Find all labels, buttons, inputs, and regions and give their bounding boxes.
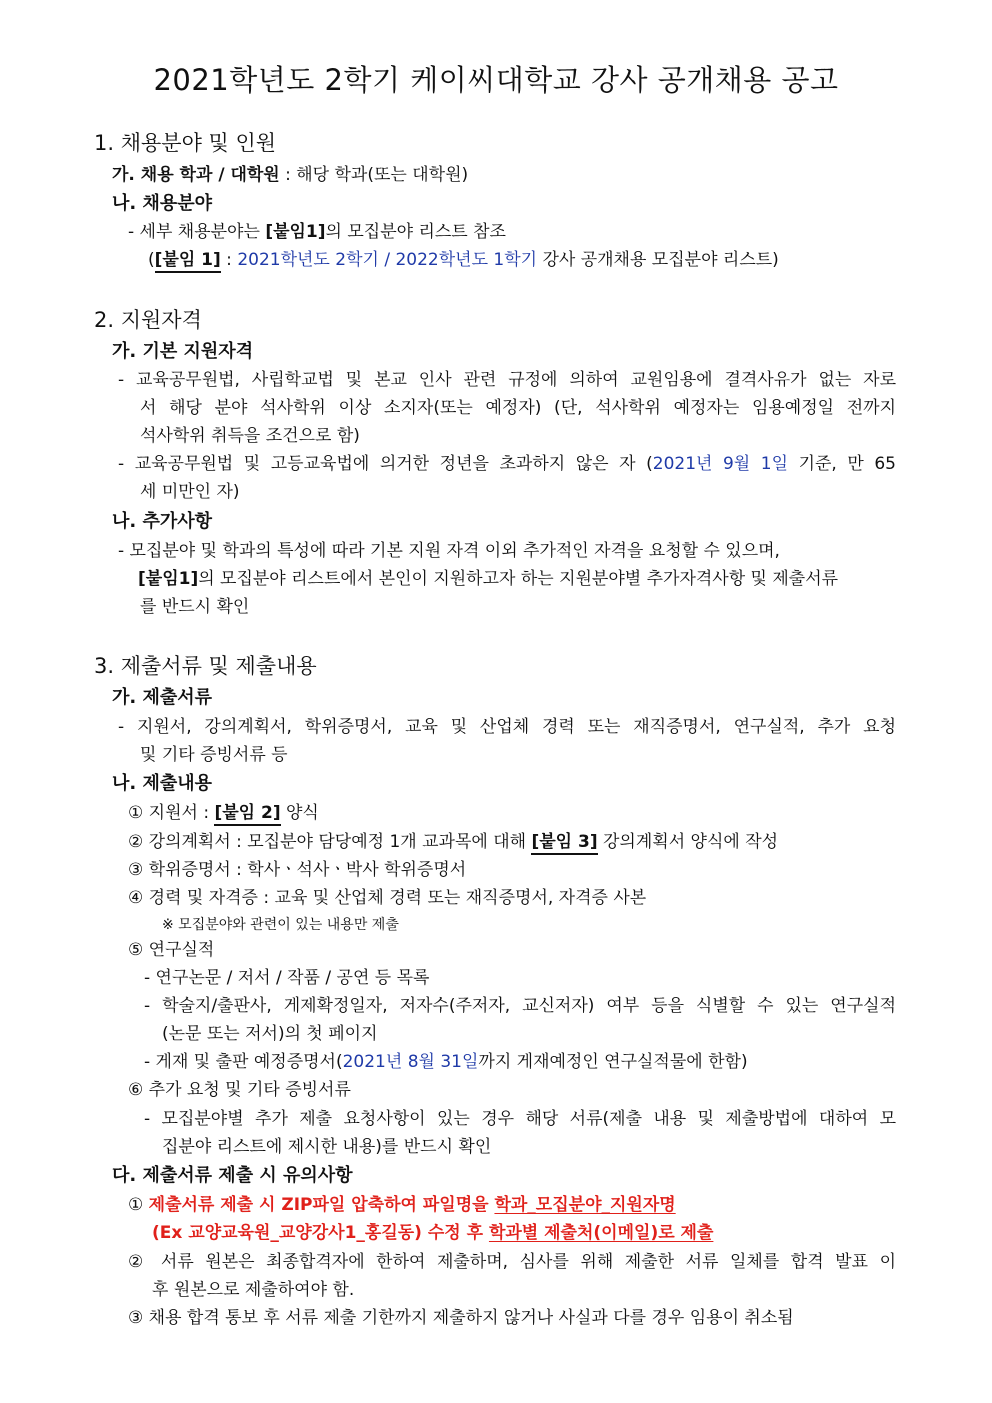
s2-b1-line3: 를 반드시 확인 [140,597,250,617]
s3-i2-pre: ② 강의계획서 : 모집분야 담당예정 1개 교과목에 대해 [128,832,532,852]
s2-b1-line1: - 모집분야 및 학과의 특성에 따라 기본 지원 자격 이외 추가적인 자격을 요청할 수 있으며, [118,541,780,561]
s3-i1-pre: ① 지원서 : [128,803,215,823]
s3-item-1 [128,801,319,825]
s3-c3: ③ 채용 합격 통보 후 서류 제출 기한까지 제출하지 않거나 사실과 다를 경우 임용이 취소됨 [128,1308,794,1328]
s3-item-4-note: ※ 모집분야와 관련이 있는 내용만 제출 [162,917,399,933]
s3-c1-line1-underlined: 학과_모집분야_지원자명 [494,1195,676,1215]
s3-item-5-b-line1: - 학술지/출판사, 게제확정일자, 저자수(주저자, 교신저자) 여부 등을 식별할 수 있는 연구실적 [144,996,896,1016]
s1-item-b-bullet [128,220,506,244]
s3-i5-c-pre: - 게재 및 출판 예정증명서( [144,1052,343,1072]
s1-b2-open: ( [148,250,155,270]
s3-item-2 [128,830,778,854]
s3-item-a-label: 가. 제출서류 [112,687,213,708]
s3-i5-c-blue: 2021년 8월 31일 [342,1052,479,1072]
s3-item-6: ⑥ 추가 요청 및 기타 증빙서류 [128,1080,351,1100]
s2-item-b-label: 나. 추가사항 [112,511,213,532]
s3-c1-line2-text: (Ex 교양교육원_교양강사1_홍길동) 수정 후 [152,1223,489,1243]
section-1-heading: 1. 채용분야 및 인원 [94,131,277,155]
s3-i1-ref: [붙임 2] [214,803,280,826]
s3-c2-line1: ② 서류 원본은 최종합격자에 한하여 제출하며, 심사를 위해 제출한 서류 일체를 합격 발표 이 [128,1252,896,1272]
s3-c1-line1 [128,1193,676,1217]
s1-b2-ref: [붙임 1] [155,250,221,273]
s3-item-5-b-line2: (논문 또는 저서)의 첫 페이지 [162,1024,378,1044]
s2-a1-line3: 석사학위 취득을 조건으로 함) [140,426,360,446]
s2-a2-line2: 세 미만인 자) [140,482,240,502]
page-title: 2021학년도 2학기 케이씨대학교 강사 공개채용 공고 [153,63,839,97]
s3-item-3: ③ 학위증명서 : 학사ㆍ석사ㆍ박사 학위증명서 [128,860,467,880]
s3-item-5-c [144,1050,748,1074]
s3-c1-line1-text: 제출서류 제출 시 ZIP파일 압축하여 파일명을 [148,1195,495,1215]
section-3-heading: 3. 제출서류 및 제출내용 [94,654,317,678]
s3-item-b-label: 나. 제출내용 [112,773,213,794]
s1-item-a-value: : 해당 학과(또는 대학원) [279,165,469,185]
s3-a1-line1: - 지원서, 강의계획서, 학위증명서, 교육 및 산업체 경력 또는 재직증명서, 연구실적, 추가 요청 [118,717,896,737]
s2-a1-line1: - 교육공무원법, 사립학교법 및 본교 인사 관련 규정에 의하여 교원임용에 결격사유가 없는 자로 [118,370,896,390]
s2-a2-line1 [118,452,896,476]
s1-b2-colon: : [220,250,238,270]
s1-b1-post: 의 모집분야 리스트 참조 [325,222,506,242]
s3-item-4: ④ 경력 및 자격증 : 교육 및 산업체 경력 또는 재직증명서, 자격증 사본 [128,888,647,908]
s2-a2-post: 기준, 만 65 [788,454,896,474]
s3-item-5: ⑤ 연구실적 [128,940,215,960]
s1-item-b-label: 나. 채용분야 [112,193,213,214]
s1-item-b-ref-line [148,248,779,272]
s1-b1-pre: - 세부 채용분야는 [128,222,266,242]
s2-b1-line2-text: 의 모집분야 리스트에서 본인이 지원하고자 하는 지원분야별 추가자격사항 및 제출서류 [198,569,839,589]
s1-b2-post: 강사 공개채용 모집분야 리스트) [537,250,779,270]
section-2-heading: 2. 지원자격 [94,308,202,332]
s3-i2-post: 강의계획서 양식에 작성 [597,832,779,852]
s2-a1-line2: 서 해당 분야 석사학위 이상 소지자(또는 예정자) (단, 석사학위 예정자는 임용예정일 전까지 [140,398,896,418]
s3-item-6-a-line1: - 모집분야별 추가 제출 요청사항이 있는 경우 해당 서류(제출 내용 및 제출방법에 대하여 모 [144,1109,896,1129]
s2-a2-pre-text: - 교육공무원법 및 고등교육법에 의거한 정년을 초과하지 않은 자 ( [118,454,653,474]
s2-b1-ref: [붙임1] [138,569,199,589]
s2-a2-pre [118,452,896,476]
s3-c1-line2 [152,1221,713,1245]
s2-a2-blue: 2021년 9월 1일 [652,454,789,474]
s1-item-a-label: 가. 채용 학과 / 대학원 [112,165,280,185]
s3-item-5-a: - 연구논문 / 저서 / 작품 / 공연 등 목록 [144,968,430,988]
s3-item-6-a-line2: 집분야 리스트에 제시한 내용)를 반드시 확인 [162,1137,492,1157]
s3-a1-line2: 및 기타 증빙서류 등 [140,745,288,765]
s1-b2-blue: 2021학년도 2학기 / 2022학년도 1학기 [237,250,538,270]
s2-item-a-label: 가. 기본 지원자격 [112,341,254,362]
s2-b1-line2 [138,567,838,591]
s1-b1-ref: [붙임1] [265,222,326,242]
s3-i1-post: 양식 [280,803,319,823]
s1-item-a [112,163,468,187]
s3-c2-line2: 후 원본으로 제출하여야 함. [152,1280,355,1300]
s3-c1-line2-underlined: 학과별 제출처(이메일)로 제출 [488,1223,714,1243]
s3-c1-num: ① [128,1195,149,1215]
s3-i2-ref: [붙임 3] [531,832,597,855]
s3-item-c-label: 다. 제출서류 제출 시 유의사항 [112,1165,353,1186]
s3-i5-c-post: 까지 게재예정인 연구실적물에 한함) [478,1052,748,1072]
